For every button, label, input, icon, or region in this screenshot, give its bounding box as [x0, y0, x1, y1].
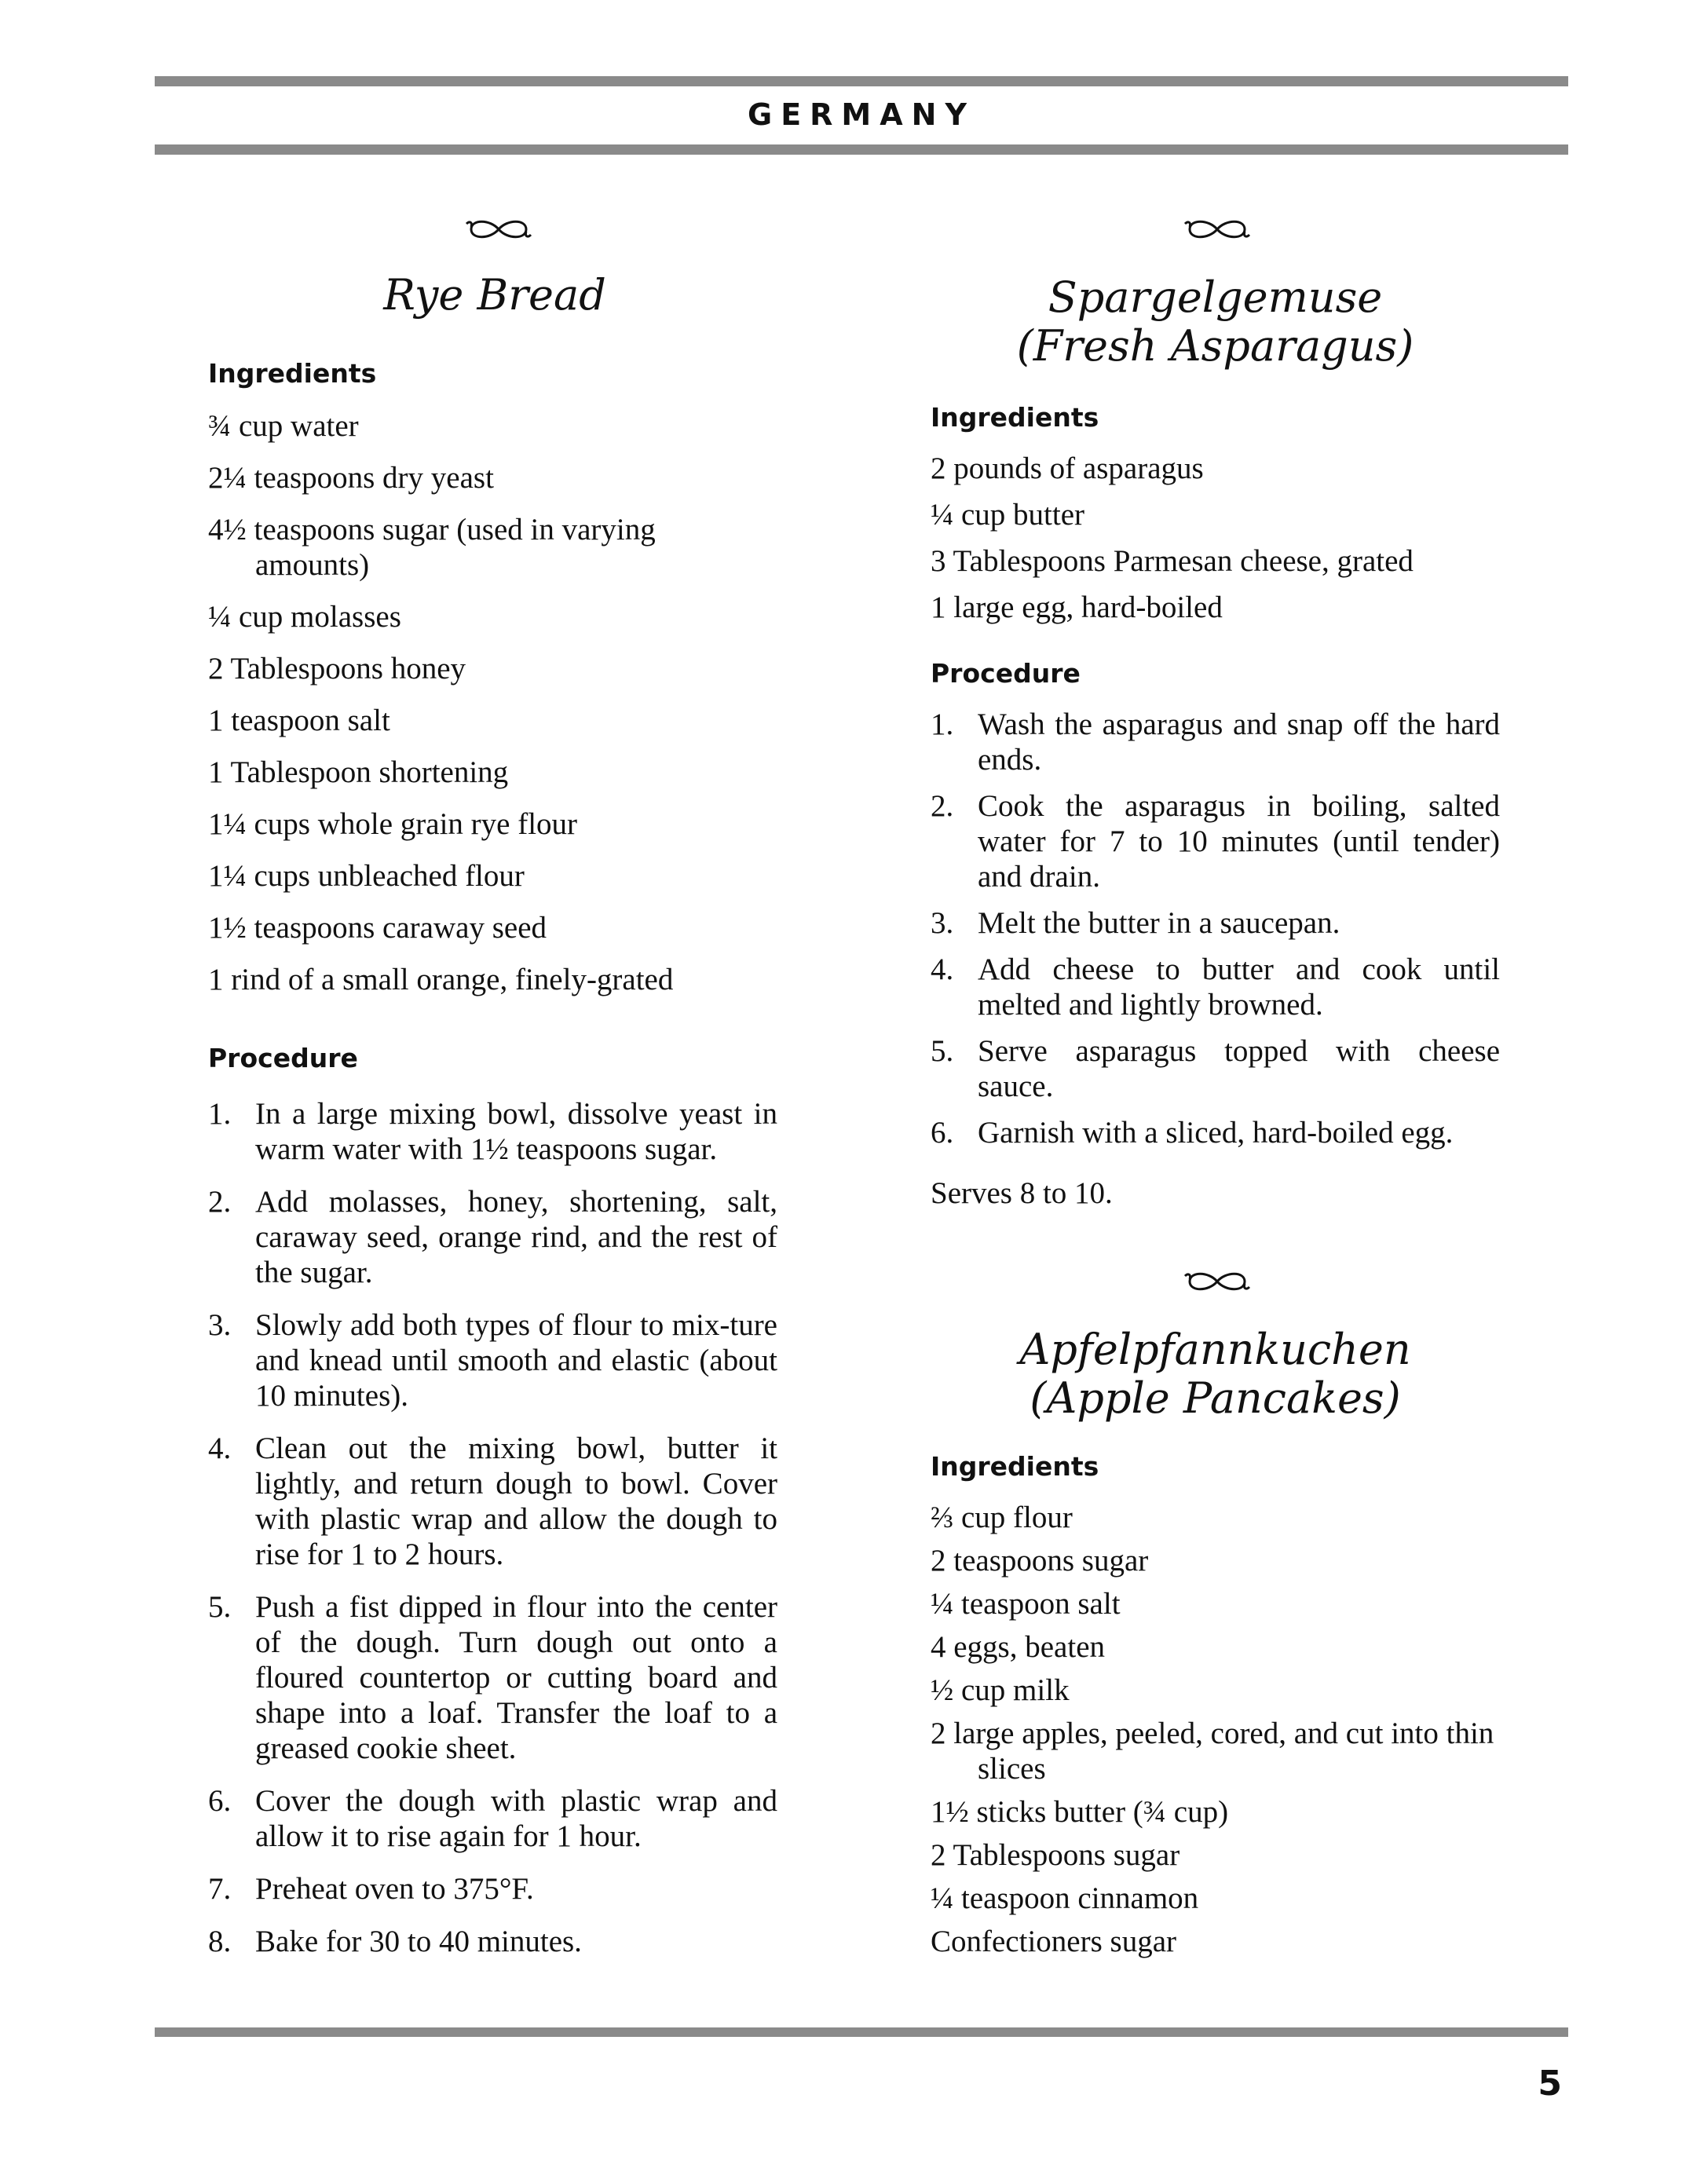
recipe-title-line: Spargelgemuse	[1048, 272, 1383, 322]
header-rule-bottom	[155, 144, 1568, 155]
list-item: ½ cup milk	[931, 1673, 1070, 1707]
list-item: 3 Tablespoons Parmesan cheese, grated	[931, 544, 1414, 578]
list-item: 1¼ cups unbleached flour	[208, 859, 525, 893]
flourish-ornament-icon	[1182, 216, 1253, 243]
list-item: 4 eggs, beaten	[931, 1630, 1106, 1664]
recipe-title-line: Apfelpfannkuchen	[1019, 1325, 1411, 1374]
list-item: 2 pounds of asparagus	[931, 452, 1204, 485]
list-item: 2¼ teaspoons dry yeast	[208, 461, 494, 495]
ingredients-list	[931, 1500, 1500, 1959]
list-item: 2 Tablespoons honey	[208, 652, 466, 686]
recipe-title-apfelpfannkuchen	[931, 1325, 1500, 1423]
footer-rule	[155, 2027, 1568, 2037]
procedure-step: 4. Clean out the mixing bowl, butter it lightly, and return dough to bowl. Cover with plastic wrap and allow the dough to rise for 1 to 2 hours.	[208, 1431, 777, 1571]
procedure-steps	[208, 1096, 777, 1959]
procedure-heading: Procedure	[931, 658, 1081, 689]
procedure-step: 4. Add cheese to butter and cook until melted and lightly browned.	[931, 952, 1500, 1022]
procedure-step: 2. Add molasses, honey, shortening, salt, caraway seed, orange rind, and the rest of the sugar.	[208, 1185, 777, 1289]
list-item: ¼ cup butter	[931, 498, 1085, 532]
procedure-step: 8. Bake for 30 to 40 minutes.	[208, 1925, 582, 1958]
list-item: ¼ cup molasses	[208, 600, 401, 634]
recipe-title-spargelgemuse	[931, 273, 1500, 371]
chapter-title: GERMANY	[748, 97, 975, 132]
list-item: 1 Tablespoon shortening	[208, 755, 509, 789]
list-item: 1 teaspoon salt	[208, 704, 390, 737]
procedure-step: 1. Wash the asparagus and snap off the hard ends.	[931, 707, 1500, 777]
procedure-step: 3. Slowly add both types of flour to mix-ture and knead until smooth and elastic (about 10 minutes).	[208, 1308, 777, 1413]
list-item: ¼ teaspoon salt	[931, 1587, 1121, 1621]
list-item: 1 rind of a small orange, finely-grated	[208, 963, 674, 996]
list-item: ⅔ cup flour	[931, 1501, 1073, 1534]
procedure-step: 5. Push a fist dipped in flour into the center of the dough. Turn dough out onto a floured countertop or cutting board and shape into a loaf. Transfer the loaf to a greased cookie sheet.	[208, 1590, 777, 1765]
procedure-step: 2. Cook the asparagus in boiling, salted water for 7 to 10 minutes (until tender) and drain.	[931, 789, 1500, 894]
recipe-title-line: (Apple Pancakes)	[1030, 1373, 1401, 1423]
list-item: 1¼ cups whole grain rye flour	[208, 807, 578, 841]
ingredients-heading: Ingredients	[208, 358, 377, 389]
procedure-step: 6. Garnish with a sliced, hard-boiled egg.	[931, 1116, 1454, 1150]
ingredients-heading: Ingredients	[931, 402, 1099, 433]
header-rule-top	[155, 76, 1568, 86]
ingredients-heading: Ingredients	[931, 1451, 1099, 1482]
procedure-step: 1. In a large mixing bowl, dissolve yeast in warm water with 1½ teaspoons sugar.	[208, 1097, 777, 1166]
procedure-step: 5. Serve asparagus topped with cheese sauce.	[931, 1034, 1500, 1103]
list-item: 4½ teaspoons sugar (used in varying amounts)	[208, 513, 656, 582]
procedure-step: 6. Cover the dough with plastic wrap and allow it to rise again for 1 hour.	[208, 1784, 777, 1853]
recipe-title-rye-bread	[208, 271, 781, 320]
flourish-ornament-icon	[1182, 1268, 1253, 1295]
list-item: 1½ sticks butter (¾ cup)	[931, 1795, 1229, 1829]
ingredients-list	[931, 451, 1500, 625]
procedure-step: 3. Melt the butter in a saucepan.	[931, 906, 1340, 940]
list-item: 2 teaspoons sugar	[931, 1544, 1149, 1578]
list-item: 1½ teaspoons caraway seed	[208, 911, 547, 945]
page-number: 5	[1538, 2064, 1562, 2104]
list-item: ¾ cup water	[208, 409, 359, 443]
list-item: 1 large egg, hard-boiled	[931, 590, 1223, 624]
flourish-ornament-icon	[463, 216, 534, 243]
list-item: 2 Tablespoons sugar	[931, 1838, 1180, 1872]
procedure-heading: Procedure	[208, 1043, 358, 1073]
procedure-steps	[931, 707, 1500, 1150]
recipe-title-line: Rye Bread	[383, 270, 606, 320]
ingredients-list	[208, 408, 781, 997]
list-item: Confectioners sugar	[931, 1925, 1176, 1958]
serves-note: Serves 8 to 10.	[931, 1176, 1113, 1210]
recipe-title-line: (Fresh Asparagus)	[1016, 321, 1414, 371]
procedure-step: 7. Preheat oven to 375°F.	[208, 1872, 534, 1906]
list-item: 2 large apples, peeled, cored, and cut into thin slices	[931, 1717, 1494, 1786]
list-item: ¼ teaspoon cinnamon	[931, 1881, 1199, 1915]
